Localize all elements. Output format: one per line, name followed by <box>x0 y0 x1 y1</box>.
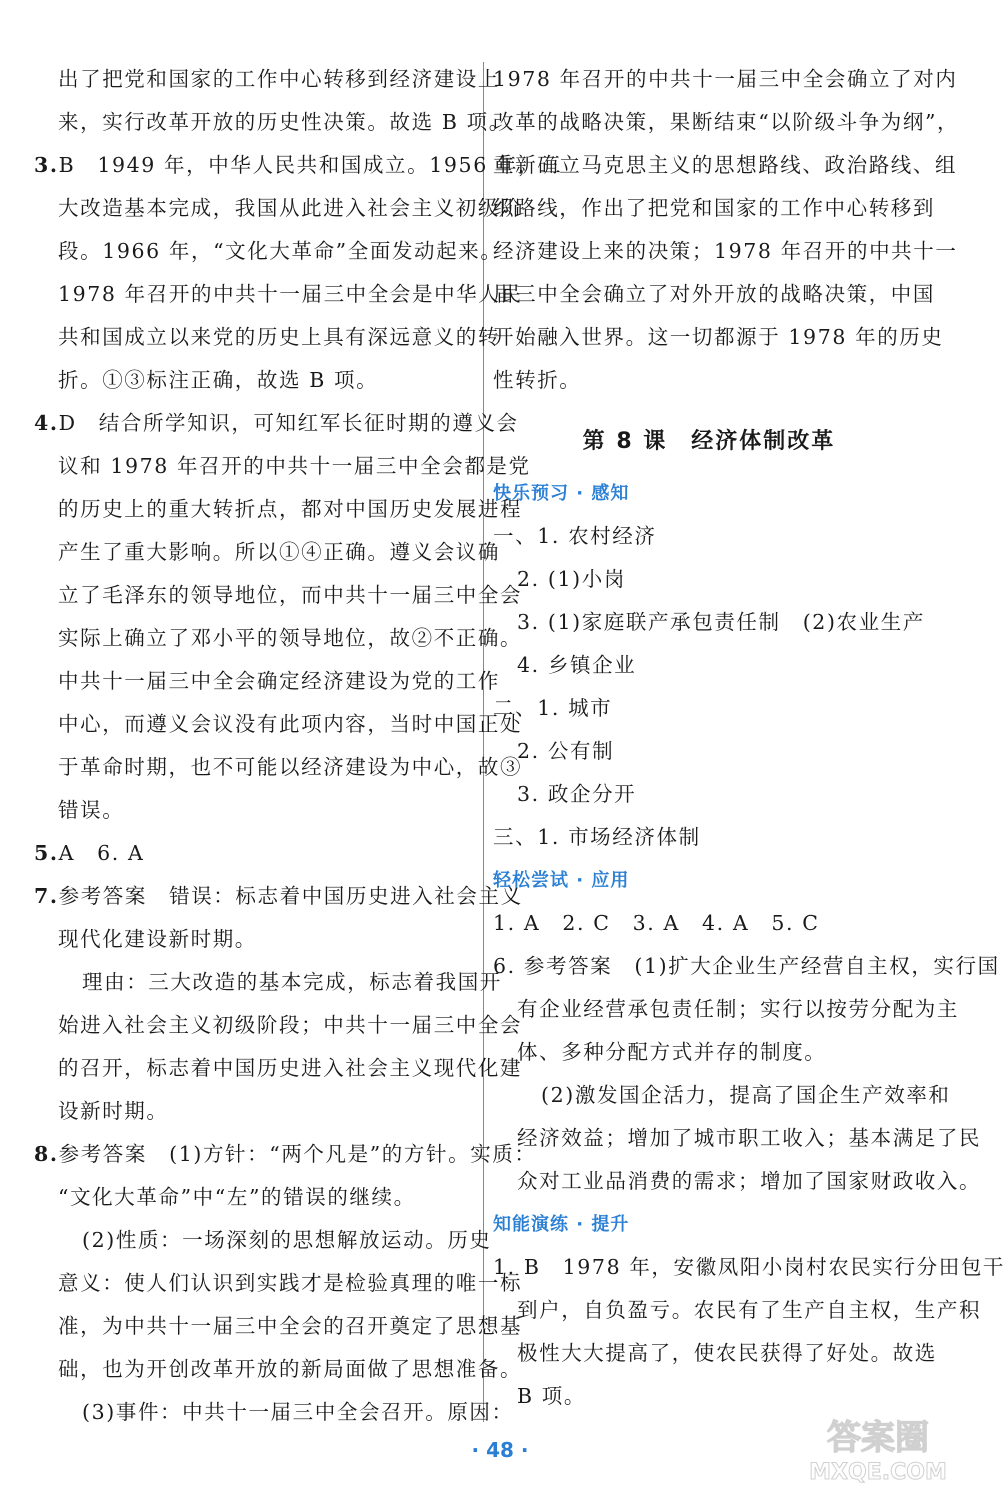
answer-line <box>493 1332 937 1375</box>
answer-line <box>493 644 925 687</box>
answer-line <box>493 1031 925 1074</box>
line-text: 届三中全会确立了对外开放的战略决策，中国 <box>493 282 935 306</box>
text-line <box>493 230 958 273</box>
answer-line <box>493 1160 982 1203</box>
text-line <box>34 1348 523 1391</box>
text-line <box>34 402 519 445</box>
answer-line <box>493 945 1000 988</box>
line-text: 三、1. 市场经济体制 <box>493 825 701 849</box>
question-number: 8. <box>34 1142 59 1166</box>
answer-line <box>493 687 925 730</box>
text-line <box>493 101 960 144</box>
text-line <box>34 703 523 746</box>
text-line <box>34 230 503 273</box>
answer-line <box>493 988 959 1031</box>
line-text: 6. 参考答案 (1)扩大企业生产经营自主权，实行国 <box>493 954 1000 978</box>
line-text: 参考答案 错误：标志着中国历史进入社会主义 <box>58 884 523 908</box>
line-text: (2)激发国企活力，提高了国企生产效率和 <box>541 1083 951 1107</box>
text-line <box>493 273 935 316</box>
line-text: 二、1. 城市 <box>493 696 613 720</box>
svg-text:答案圈: 答案圈 <box>827 1418 929 1458</box>
line-text: 开始融入世界。这一切都源于 1978 年的历史 <box>493 325 944 349</box>
line-text: 众对工业品消费的需求；增加了国家财政收入。 <box>517 1169 982 1193</box>
line-text: 1. A 2. C 3. A 4. A 5. C <box>493 911 820 935</box>
answer-line <box>493 1246 1005 1289</box>
text-line <box>493 359 925 402</box>
text-line <box>493 58 958 101</box>
line-text: 理由：三大改造的基本完成，标志着我国开 <box>82 970 502 994</box>
line-text: 1978 年召开的中共十一届三中全会是中华人民 <box>58 282 523 306</box>
text-line <box>34 187 523 230</box>
line-text: 4. 乡镇企业 <box>517 653 637 677</box>
text-line <box>34 1391 514 1434</box>
text-line <box>34 832 474 875</box>
answer-line <box>493 1117 982 1160</box>
text-line <box>34 1004 523 1047</box>
right-column <box>493 58 1005 1418</box>
answer-line <box>493 601 925 644</box>
answer-line <box>493 1289 982 1332</box>
text-line <box>34 58 500 101</box>
line-text: 2. (1)小岗 <box>517 567 626 591</box>
line-text: 于革命时期，也不可能以经济建设为中心，故③ <box>58 755 523 779</box>
question-number: 7. <box>34 884 59 908</box>
line-text: “文化大革命”中“左”的错误的继续。 <box>58 1185 416 1209</box>
line-text: 实际上确立了邓小平的领导地位，故②不正确。 <box>58 626 523 650</box>
answer-line <box>493 1074 951 1117</box>
text-line <box>34 918 474 961</box>
line-text: B 项。 <box>517 1384 586 1408</box>
text-line <box>34 316 500 359</box>
answer-line <box>493 773 925 816</box>
question-number: 5. <box>34 841 59 865</box>
line-text: B 1949 年，中华人民共和国成立。1956 年，三 <box>58 153 563 177</box>
line-text: (2)性质：一场深刻的思想解放运动。历史 <box>82 1228 492 1252</box>
line-text: 立了毛泽东的领导地位，而中共十一届三中全会 <box>58 583 523 607</box>
answer-line <box>493 730 925 773</box>
line-text: 有企业经营承包责任制；实行以按劳分配为主 <box>517 997 959 1021</box>
text-line <box>34 1262 523 1305</box>
line-text: 出了把党和国家的工作中心转移到经济建设上 <box>58 67 500 91</box>
line-text: 的召开，标志着中国历史进入社会主义现代化建 <box>58 1056 523 1080</box>
line-text: 始进入社会主义初级阶段；中共十一届三中全会 <box>58 1013 523 1037</box>
text-line <box>34 273 523 316</box>
line-text: 中共十一届三中全会确定经济建设为党的工作 <box>58 669 500 693</box>
line-text: 经济建设上来的决策；1978 年召开的中共十一 <box>493 239 958 263</box>
section-title-preview: 快乐预习 · 感知 <box>493 483 630 504</box>
line-text: 设新时期。 <box>58 1099 169 1123</box>
text-line <box>34 445 531 488</box>
question-number: 3. <box>34 153 59 177</box>
line-text: 性转折。 <box>493 368 582 392</box>
text-line <box>34 488 523 531</box>
line-text: 来，实行改革开放的历史性决策。故选 B 项。 <box>58 110 511 134</box>
line-text: 意义：使人们认识到实践才是检验真理的唯一标 <box>58 1271 523 1295</box>
line-text: D 结合所学知识，可知红军长征时期的遵义会 <box>58 411 519 435</box>
line-text: 经济效益；增加了城市职工收入；基本满足了民 <box>517 1126 982 1150</box>
line-text: (3)事件：中共十一届三中全会召开。原因： <box>82 1400 514 1424</box>
line-text: 1978 年召开的中共十一届三中全会确立了对内 <box>493 67 958 91</box>
line-text: 1. B 1978 年，安徽凤阳小岗村农民实行分田包干 <box>493 1255 1005 1279</box>
line-text: 中心，而遵义会议没有此项内容，当时中国正处 <box>58 712 523 736</box>
text-line <box>493 144 958 187</box>
line-text: 3. (1)家庭联产承包责任制 (2)农业生产 <box>517 610 925 634</box>
line-text: 大改造基本完成，我国从此进入社会主义初级阶 <box>58 196 523 220</box>
line-text: 改革的战略决策，果断结束“以阶级斗争为纲”， <box>493 110 960 134</box>
line-text: 准，为中共十一届三中全会的召开奠定了思想基 <box>58 1314 523 1338</box>
text-line <box>34 789 474 832</box>
text-line <box>34 617 523 660</box>
question-number: 4. <box>34 411 59 435</box>
text-line <box>34 961 502 1004</box>
line-text: 现代化建设新时期。 <box>58 927 257 951</box>
line-text: 议和 1978 年召开的中共十一届三中全会都是党 <box>58 454 531 478</box>
answer-line <box>493 558 925 601</box>
text-line <box>34 101 511 144</box>
text-line <box>34 144 563 187</box>
line-text: 础，也为开创改革开放的新局面做了思想准备。 <box>58 1357 523 1381</box>
text-line <box>34 875 523 918</box>
section-title-advance: 知能演练 · 提升 <box>493 1214 630 1235</box>
text-line <box>34 1047 523 1090</box>
line-text: 错误。 <box>58 798 125 822</box>
line-text: 的历史上的重大转折点，都对中国历史发展进程 <box>58 497 523 521</box>
line-text: 体、多种分配方式并存的制度。 <box>517 1040 827 1064</box>
answer-line <box>493 816 925 859</box>
text-line <box>34 359 474 402</box>
section-title-practice: 轻松尝试 · 应用 <box>493 870 630 891</box>
watermark-logo <box>778 1409 978 1487</box>
text-line <box>34 746 523 789</box>
answer-line <box>493 515 925 558</box>
text-line <box>34 531 500 574</box>
text-line <box>493 187 935 230</box>
text-line <box>34 1133 537 1176</box>
text-line <box>34 1090 474 1133</box>
line-text: 段。1966 年，“文化大革命”全面发动起来。 <box>58 239 503 263</box>
line-text: 一、1. 农村经济 <box>493 524 657 548</box>
lesson-title: 第 8 课 经济体制改革 <box>582 429 836 454</box>
line-text: 织路线，作出了把党和国家的工作中心转移到 <box>493 196 935 220</box>
line-text: 产生了重大影响。所以①④正确。遵义会议确 <box>58 540 500 564</box>
answer-line <box>493 902 925 945</box>
line-text: 重新确立马克思主义的思想路线、政治路线、组 <box>493 153 958 177</box>
text-line <box>34 1176 474 1219</box>
line-text: A 6. A <box>58 841 145 865</box>
svg-text:MXQE.COM: MXQE.COM <box>809 1460 947 1485</box>
text-line <box>493 316 944 359</box>
page-number: · 48 · <box>471 1438 529 1462</box>
line-text: 到户，自负盈亏。农民有了生产自主权，生产积 <box>517 1298 982 1322</box>
line-text: 3. 政企分开 <box>517 782 637 806</box>
text-line <box>34 574 523 617</box>
line-text: 折。①③标注正确，故选 B 项。 <box>58 368 379 392</box>
line-text: 2. 公有制 <box>517 739 615 763</box>
text-line <box>34 1219 492 1262</box>
text-line <box>34 660 500 703</box>
text-line <box>34 1305 523 1348</box>
line-text: 极性大大提高了，使农民获得了好处。故选 <box>517 1341 937 1365</box>
line-text: 共和国成立以来党的历史上具有深远意义的转 <box>58 325 500 349</box>
line-text: 参考答案 (1)方针：“两个凡是”的方针。实质： <box>58 1142 537 1166</box>
